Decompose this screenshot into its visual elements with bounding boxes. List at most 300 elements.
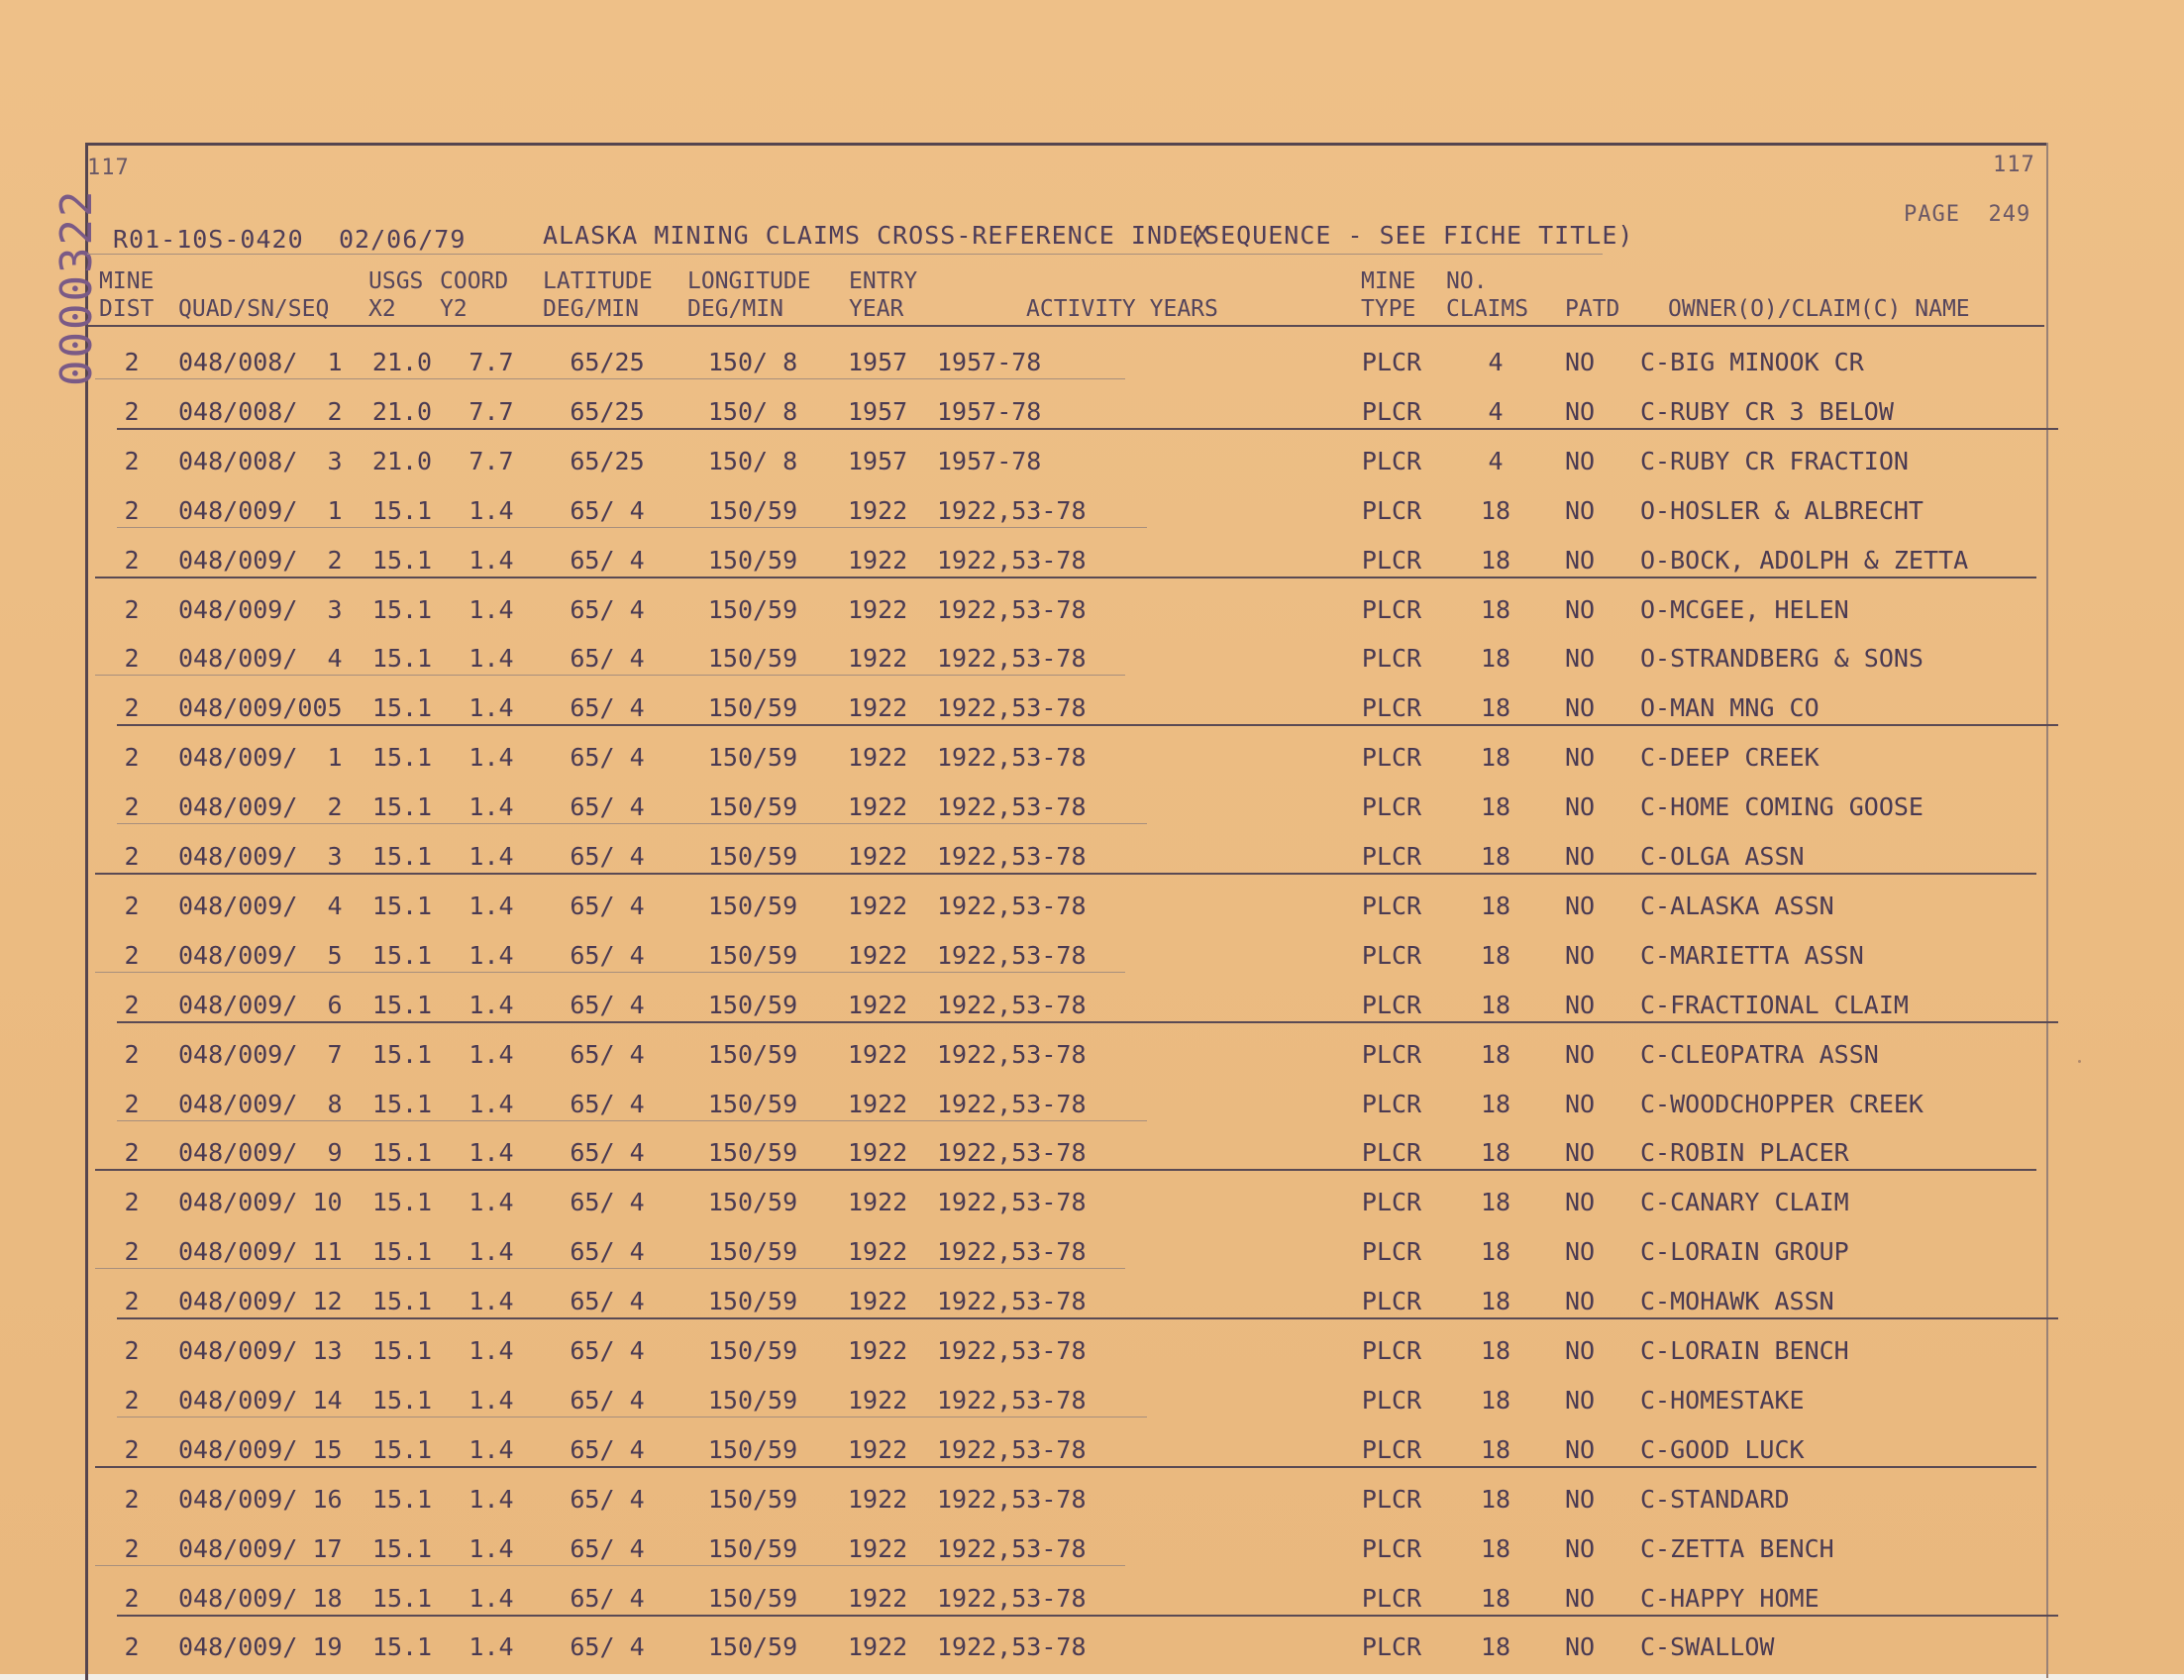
cell-coord-y2: 1.4 [468,792,514,821]
cell-patd: NO [1565,348,1596,376]
cell-mine-type: PLCR [1361,348,1422,376]
cell-no-claims: 4 [1488,447,1504,475]
cell-owner-claim-name: C-RUBY CR 3 BELOW [1640,397,1894,426]
cell-mine-dist: 2 [124,991,140,1019]
cell-no-claims: 18 [1480,892,1511,920]
cell-activity-years: 1922,53-78 [937,1237,1087,1266]
cell-mine-type: PLCR [1361,1040,1422,1069]
row-rule [95,1565,1125,1566]
column-header-x2-line1: USGS [368,268,424,294]
cell-activity-years: 1922,53-78 [937,991,1087,1019]
cell-latitude: 65/ 4 [570,792,645,821]
cell-longitude: 150/59 [707,1435,798,1464]
row-rule [95,675,1125,676]
cell-no-claims: 18 [1480,546,1511,575]
cell-latitude: 65/ 4 [570,644,645,673]
cell-owner-claim-name: C-ALASKA ASSN [1640,892,1834,920]
cell-no-claims: 18 [1480,1386,1511,1415]
table-row [0,596,2184,636]
stamp-number: 0000322 [52,188,102,386]
paper-speck [2078,1060,2081,1063]
cell-coord-y2: 1.4 [468,1584,514,1613]
title-underline [87,254,1603,255]
cell-owner-claim-name: C-RUBY CR FRACTION [1640,447,1909,475]
cell-owner-claim-name: O-MCGEE, HELEN [1640,595,1849,624]
cell-quad-sn-seq: 048/009/ 3 [178,595,343,624]
table-row [0,1436,2184,1476]
row-rule [117,428,2058,430]
cell-entry-year: 1922 [848,1534,908,1563]
cell-patd: NO [1565,892,1596,920]
cell-quad-sn-seq: 048/009/ 13 [178,1336,343,1365]
cell-activity-years: 1922,53-78 [937,941,1087,970]
table-row [0,1585,2184,1625]
cell-coord-y2: 1.4 [468,1188,514,1216]
row-rule [95,577,2036,578]
cell-no-claims: 18 [1480,1188,1511,1216]
cell-latitude: 65/ 4 [570,842,645,871]
row-rule [117,1317,2058,1319]
cell-coord-y2: 1.4 [468,496,514,525]
cell-owner-claim-name: O-STRANDBERG & SONS [1640,644,1924,673]
cell-entry-year: 1922 [848,892,908,920]
cell-coord-y2: 1.4 [468,1435,514,1464]
cell-activity-years: 1957-78 [937,447,1042,475]
cell-coord-y2: 1.4 [468,1090,514,1118]
row-rule [95,378,1125,379]
cell-coord-y2: 1.4 [468,1287,514,1315]
cell-quad-sn-seq: 048/009/ 4 [178,892,343,920]
cell-entry-year: 1922 [848,842,908,871]
row-rule [117,1120,1147,1121]
column-header-activity-line2: ACTIVITY YEARS [1026,296,1218,322]
column-header-quad-line2: QUAD/SN/SEQ [178,296,330,322]
cell-mine-type: PLCR [1361,1386,1422,1415]
cell-activity-years: 1922,53-78 [937,693,1087,722]
cell-longitude: 150/59 [707,693,798,722]
cell-longitude: 150/59 [707,1287,798,1315]
cell-quad-sn-seq: 048/009/ 14 [178,1386,343,1415]
cell-patd: NO [1565,792,1596,821]
cell-latitude: 65/ 4 [570,941,645,970]
cell-coord-y2: 1.4 [468,941,514,970]
cell-entry-year: 1922 [848,1435,908,1464]
cell-longitude: 150/59 [707,496,798,525]
cell-mine-type: PLCR [1361,397,1422,426]
cell-mine-dist: 2 [124,892,140,920]
table-row [0,1238,2184,1278]
cell-activity-years: 1922,53-78 [937,1485,1087,1514]
cell-patd: NO [1565,941,1596,970]
cell-no-claims: 18 [1480,743,1511,772]
column-header-claims-line2: CLAIMS [1446,296,1529,322]
table-row [0,349,2184,388]
cell-longitude: 150/59 [707,842,798,871]
cell-latitude: 65/ 4 [570,991,645,1019]
cell-longitude: 150/59 [707,1090,798,1118]
cell-latitude: 65/25 [570,397,645,426]
cell-entry-year: 1922 [848,941,908,970]
cell-coord-y2: 1.4 [468,595,514,624]
cell-usgs-x2: 15.1 [371,941,433,970]
cell-quad-sn-seq: 048/009/ 3 [178,842,343,871]
cell-usgs-x2: 15.1 [371,693,433,722]
cell-activity-years: 1922,53-78 [937,842,1087,871]
cell-patd: NO [1565,693,1596,722]
cell-mine-dist: 2 [124,1534,140,1563]
cell-quad-sn-seq: 048/009/ 8 [178,1090,343,1118]
cell-quad-sn-seq: 048/009/ 2 [178,792,343,821]
cell-owner-claim-name: O-BOCK, ADOLPH & ZETTA [1640,546,1969,575]
row-rule [95,972,1125,973]
cell-mine-dist: 2 [124,1287,140,1315]
cell-longitude: 150/ 8 [707,397,798,426]
column-header-owner-line2: OWNER(O)/CLAIM(C) NAME [1668,296,1970,322]
cell-coord-y2: 1.4 [468,1534,514,1563]
cell-mine-type: PLCR [1361,1485,1422,1514]
cell-latitude: 65/25 [570,348,645,376]
cell-quad-sn-seq: 048/009/ 12 [178,1287,343,1315]
cell-longitude: 150/59 [707,1188,798,1216]
cell-owner-claim-name: C-CANARY CLAIM [1640,1188,1849,1216]
cell-patd: NO [1565,595,1596,624]
cell-mine-dist: 2 [124,447,140,475]
cell-patd: NO [1565,1435,1596,1464]
cell-usgs-x2: 15.1 [371,1040,433,1069]
cell-coord-y2: 1.4 [468,1386,514,1415]
row-rule [117,1417,1147,1418]
table-row [0,1387,2184,1426]
report-sequence-note: (SEQUENCE - SEE FICHE TITLE) [1189,221,1634,250]
cell-owner-claim-name: C-CLEOPATRA ASSN [1640,1040,1879,1069]
cell-entry-year: 1922 [848,1040,908,1069]
cell-usgs-x2: 21.0 [371,397,433,426]
table-row [0,398,2184,438]
cell-latitude: 65/ 4 [570,1336,645,1365]
cell-coord-y2: 1.4 [468,644,514,673]
cell-entry-year: 1922 [848,1188,908,1216]
cell-mine-type: PLCR [1361,496,1422,525]
column-header-mine-dist-line2: DIST [99,296,155,322]
cell-mine-dist: 2 [124,546,140,575]
cell-owner-claim-name: C-DEEP CREEK [1640,743,1820,772]
cell-mine-dist: 2 [124,496,140,525]
cell-usgs-x2: 15.1 [371,1336,433,1365]
cell-mine-type: PLCR [1361,842,1422,871]
cell-quad-sn-seq: 048/009/ 11 [178,1237,343,1266]
cell-owner-claim-name: O-HOSLER & ALBRECHT [1640,496,1924,525]
cell-mine-type: PLCR [1361,693,1422,722]
cell-mine-type: PLCR [1361,1138,1422,1167]
cell-mine-type: PLCR [1361,1584,1422,1613]
cell-coord-y2: 1.4 [468,842,514,871]
cell-usgs-x2: 15.1 [371,1237,433,1266]
cell-entry-year: 1922 [848,644,908,673]
cell-mine-dist: 2 [124,1632,140,1661]
cell-patd: NO [1565,1336,1596,1365]
cell-longitude: 150/ 8 [707,348,798,376]
cell-mine-dist: 2 [124,1584,140,1613]
cell-activity-years: 1922,53-78 [937,496,1087,525]
cell-quad-sn-seq: 048/009/ 9 [178,1138,343,1167]
cell-usgs-x2: 15.1 [371,892,433,920]
cell-owner-claim-name: C-BIG MINOOK CR [1640,348,1864,376]
row-rule [117,527,1147,528]
cell-no-claims: 18 [1480,1138,1511,1167]
column-header-entry-line1: ENTRY [849,268,918,294]
cell-mine-dist: 2 [124,1336,140,1365]
cell-activity-years: 1922,53-78 [937,1534,1087,1563]
table-row [0,1091,2184,1130]
cell-owner-claim-name: O-MAN MNG CO [1640,693,1820,722]
cell-quad-sn-seq: 048/009/ 2 [178,546,343,575]
cell-usgs-x2: 15.1 [371,1632,433,1661]
cell-entry-year: 1922 [848,991,908,1019]
cell-patd: NO [1565,842,1596,871]
cell-latitude: 65/ 4 [570,1435,645,1464]
cell-latitude: 65/25 [570,447,645,475]
cell-owner-claim-name: C-LORAIN GROUP [1640,1237,1849,1266]
row-rule [117,1021,2058,1023]
cell-longitude: 150/ 8 [707,447,798,475]
cell-entry-year: 1957 [848,397,908,426]
table-row [0,448,2184,487]
table-row [0,843,2184,883]
cell-mine-dist: 2 [124,1435,140,1464]
cell-patd: NO [1565,447,1596,475]
column-header-longitude-line2: DEG/MIN [687,296,783,322]
page-label: PAGE 249 [1904,202,2031,227]
cell-longitude: 150/59 [707,1534,798,1563]
cell-latitude: 65/ 4 [570,1584,645,1613]
cell-no-claims: 4 [1488,348,1504,376]
column-header-y2-line2: Y2 [440,296,468,322]
cell-longitude: 150/59 [707,1138,798,1167]
cell-coord-y2: 1.4 [468,892,514,920]
right-page-number: 117 [1993,153,2035,177]
table-row [0,1337,2184,1377]
cell-usgs-x2: 15.1 [371,546,433,575]
row-rule [117,1615,2058,1617]
cell-latitude: 65/ 4 [570,1188,645,1216]
cell-activity-years: 1957-78 [937,397,1042,426]
cell-owner-claim-name: C-OLGA ASSN [1640,842,1805,871]
column-header-mine-type-line1: MINE [1361,268,1416,294]
cell-no-claims: 18 [1480,991,1511,1019]
cell-mine-type: PLCR [1361,1090,1422,1118]
table-row [0,1041,2184,1081]
row-rule [95,1466,2036,1468]
cell-usgs-x2: 15.1 [371,595,433,624]
cell-entry-year: 1922 [848,693,908,722]
cell-patd: NO [1565,1188,1596,1216]
cell-entry-year: 1957 [848,447,908,475]
cell-quad-sn-seq: 048/009/ 19 [178,1632,343,1661]
column-header-longitude-line1: LONGITUDE [687,268,811,294]
left-page-number: 117 [87,156,130,180]
cell-no-claims: 18 [1480,842,1511,871]
table-row [0,1535,2184,1575]
cell-usgs-x2: 15.1 [371,842,433,871]
cell-latitude: 65/ 4 [570,1138,645,1167]
cell-latitude: 65/ 4 [570,496,645,525]
cell-coord-y2: 1.4 [468,1632,514,1661]
row-rule [95,1268,1125,1269]
cell-mine-dist: 2 [124,693,140,722]
cell-coord-y2: 7.7 [468,447,514,475]
form-frame-top [85,143,2048,146]
cell-latitude: 65/ 4 [570,1485,645,1514]
column-header-mine-type-line2: TYPE [1361,296,1416,322]
column-header-x2-line2: X2 [368,296,396,322]
cell-usgs-x2: 15.1 [371,1584,433,1613]
table-row [0,892,2184,932]
table-row [0,1189,2184,1228]
cell-activity-years: 1922,53-78 [937,1040,1087,1069]
cell-mine-dist: 2 [124,1138,140,1167]
cell-usgs-x2: 15.1 [371,1435,433,1464]
table-row [0,744,2184,784]
cell-latitude: 65/ 4 [570,1534,645,1563]
cell-coord-y2: 1.4 [468,743,514,772]
cell-latitude: 65/ 4 [570,1237,645,1266]
cell-owner-claim-name: C-ROBIN PLACER [1640,1138,1849,1167]
cell-patd: NO [1565,496,1596,525]
cell-entry-year: 1922 [848,1090,908,1118]
cell-mine-dist: 2 [124,792,140,821]
column-header-patd-line2: PATD [1565,296,1620,322]
cell-entry-year: 1922 [848,1287,908,1315]
cell-quad-sn-seq: 048/009/ 15 [178,1435,343,1464]
cell-no-claims: 4 [1488,397,1504,426]
cell-usgs-x2: 15.1 [371,496,433,525]
cell-usgs-x2: 15.1 [371,743,433,772]
cell-longitude: 150/59 [707,1237,798,1266]
cell-no-claims: 18 [1480,496,1511,525]
cell-patd: NO [1565,743,1596,772]
cell-mine-type: PLCR [1361,743,1422,772]
table-row [0,992,2184,1031]
cell-longitude: 150/59 [707,1584,798,1613]
cell-activity-years: 1922,53-78 [937,1287,1087,1315]
cell-mine-type: PLCR [1361,892,1422,920]
cell-activity-years: 1922,53-78 [937,1435,1087,1464]
cell-mine-type: PLCR [1361,1188,1422,1216]
cell-patd: NO [1565,1090,1596,1118]
cell-mine-dist: 2 [124,1040,140,1069]
cell-owner-claim-name: C-HAPPY HOME [1640,1584,1820,1613]
cell-mine-type: PLCR [1361,1287,1422,1315]
cell-mine-dist: 2 [124,743,140,772]
cell-patd: NO [1565,1534,1596,1563]
table-row [0,1633,2184,1673]
cell-no-claims: 18 [1480,1090,1511,1118]
cell-activity-years: 1922,53-78 [937,1188,1087,1216]
cell-patd: NO [1565,1386,1596,1415]
cell-no-claims: 18 [1480,941,1511,970]
cell-patd: NO [1565,1485,1596,1514]
cell-mine-dist: 2 [124,842,140,871]
cell-entry-year: 1922 [848,1237,908,1266]
cell-usgs-x2: 15.1 [371,1534,433,1563]
cell-mine-type: PLCR [1361,792,1422,821]
table-row [0,497,2184,537]
cell-mine-type: PLCR [1361,941,1422,970]
cell-longitude: 150/59 [707,1632,798,1661]
report-date: 02/06/79 [339,225,467,254]
cell-owner-claim-name: C-FRACTIONAL CLAIM [1640,991,1909,1019]
table-row [0,793,2184,833]
cell-owner-claim-name: C-MARIETTA ASSN [1640,941,1864,970]
cell-latitude: 65/ 4 [570,693,645,722]
cell-patd: NO [1565,644,1596,673]
cell-usgs-x2: 15.1 [371,644,433,673]
cell-entry-year: 1922 [848,1485,908,1514]
cell-longitude: 150/59 [707,1040,798,1069]
cell-activity-years: 1922,53-78 [937,1336,1087,1365]
cell-no-claims: 18 [1480,1632,1511,1661]
cell-owner-claim-name: C-HOMESTAKE [1640,1386,1805,1415]
cell-quad-sn-seq: 048/008/ 2 [178,397,343,426]
cell-owner-claim-name: C-LORAIN BENCH [1640,1336,1849,1365]
cell-no-claims: 18 [1480,644,1511,673]
cell-activity-years: 1922,53-78 [937,1584,1087,1613]
cell-longitude: 150/59 [707,991,798,1019]
cell-usgs-x2: 15.1 [371,1386,433,1415]
cell-usgs-x2: 15.1 [371,1090,433,1118]
column-header-entry-line2: YEAR [849,296,904,322]
cell-mine-type: PLCR [1361,595,1422,624]
cell-entry-year: 1922 [848,1386,908,1415]
cell-latitude: 65/ 4 [570,546,645,575]
cell-longitude: 150/59 [707,546,798,575]
cell-no-claims: 18 [1480,1237,1511,1266]
cell-latitude: 65/ 4 [570,743,645,772]
column-header-y2-line1: COORD [440,268,509,294]
cell-mine-dist: 2 [124,1237,140,1266]
cell-usgs-x2: 15.1 [371,991,433,1019]
cell-quad-sn-seq: 048/009/ 16 [178,1485,343,1514]
cell-quad-sn-seq: 048/009/ 1 [178,743,343,772]
cell-mine-type: PLCR [1361,1632,1422,1661]
cell-mine-type: PLCR [1361,644,1422,673]
cell-mine-dist: 2 [124,1485,140,1514]
cell-usgs-x2: 15.1 [371,1188,433,1216]
cell-quad-sn-seq: 048/009/ 1 [178,496,343,525]
cell-mine-dist: 2 [124,1188,140,1216]
cell-activity-years: 1922,53-78 [937,1138,1087,1167]
cell-latitude: 65/ 4 [570,1040,645,1069]
cell-entry-year: 1957 [848,348,908,376]
cell-usgs-x2: 21.0 [371,447,433,475]
row-rule [95,1169,2036,1171]
cell-entry-year: 1922 [848,595,908,624]
column-header-latitude-line1: LATITUDE [543,268,653,294]
cell-no-claims: 18 [1480,1336,1511,1365]
cell-no-claims: 18 [1480,1040,1511,1069]
cell-activity-years: 1922,53-78 [937,1386,1087,1415]
cell-activity-years: 1922,53-78 [937,1090,1087,1118]
cell-quad-sn-seq: 048/008/ 3 [178,447,343,475]
cell-coord-y2: 1.4 [468,991,514,1019]
cell-mine-type: PLCR [1361,1435,1422,1464]
cell-coord-y2: 1.4 [468,1040,514,1069]
cell-patd: NO [1565,1632,1596,1661]
cell-patd: NO [1565,1237,1596,1266]
cell-coord-y2: 1.4 [468,693,514,722]
cell-no-claims: 18 [1480,1287,1511,1315]
table-row [0,1139,2184,1179]
